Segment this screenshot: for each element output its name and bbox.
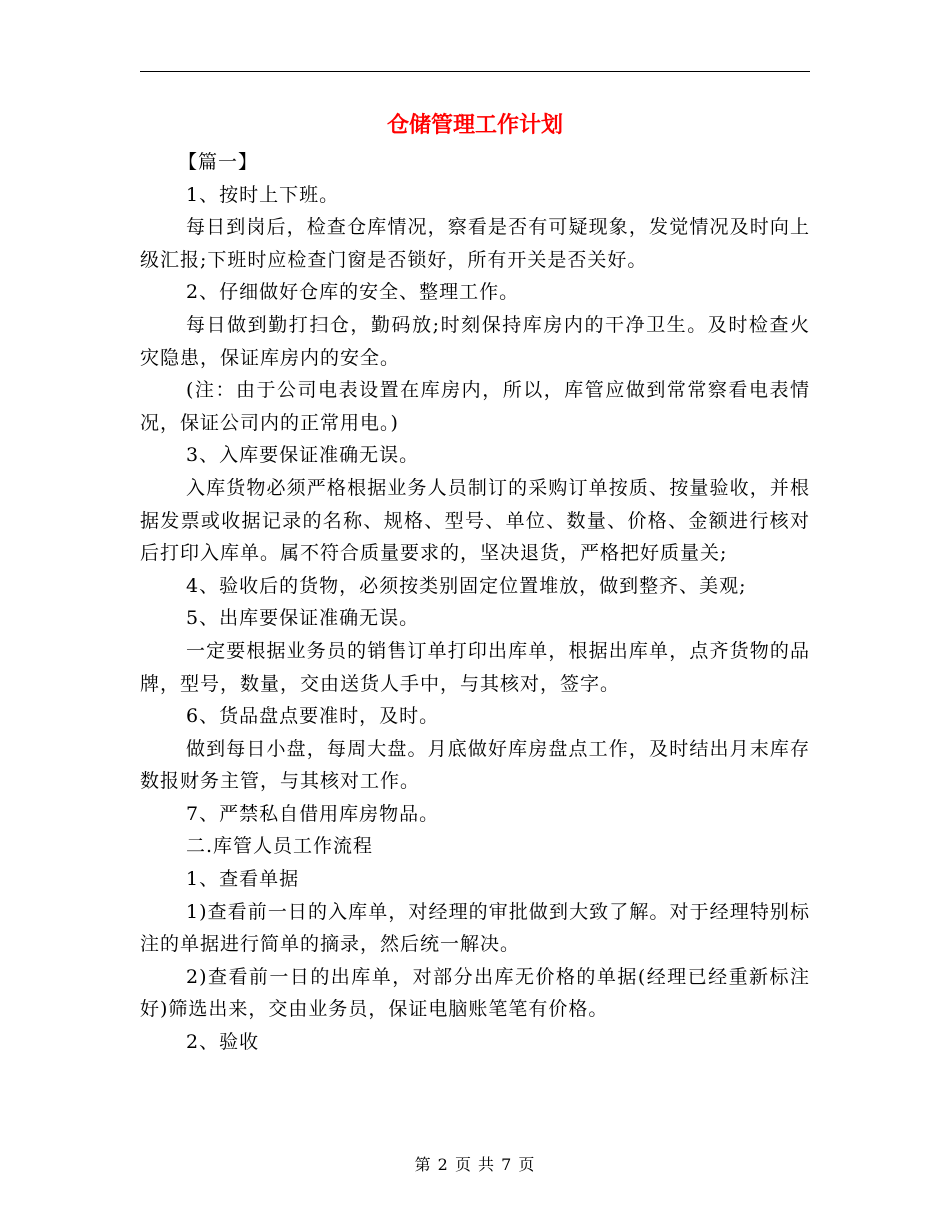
body-paragraph: 5、出库要保证准确无误。 — [186, 607, 420, 630]
page-number: 第 2 页 共 7 页 — [414, 1155, 536, 1174]
header-rule — [140, 71, 810, 72]
body-paragraph: 一定要根据业务员的销售订单打印出库单，根据出库单，点齐货物的品牌，型号，数量，交由送货人手中，与其核对，签字。 — [140, 639, 810, 695]
body-paragraph: 3、入库要保证准确无误。 — [186, 444, 420, 467]
body-paragraph: 1、按时上下班。 — [186, 183, 340, 206]
body-paragraph: 做到每日小盘，每周大盘。月底做好库房盘点工作，及时结出月末库存数报财务主管，与其核对工作。 — [140, 737, 810, 793]
body-paragraph: 每日到岗后，检查仓库情况，察看是否有可疑现象，发觉情况及时向上级汇报;下班时应检查门窗是否锁好，所有开关是否关好。 — [140, 216, 810, 271]
body-paragraph: 2)查看前一日的出库单，对部分出库无价格的单据(经理已经重新标注好)筛选出来，交由业务员，保证电脑账笔笔有价格。 — [140, 965, 810, 1021]
body-paragraph: (注：由于公司电表设置在库房内，所以，库管应做到常常察看电表情况，保证公司内的正常用电。) — [140, 379, 810, 434]
section-heading: 【篇一】 — [178, 151, 259, 173]
body-paragraph: 2、仔细做好仓库的安全、整理工作。 — [186, 281, 520, 304]
body-paragraph: 2、验收 — [186, 1031, 260, 1054]
body-paragraph: 7、严禁私自借用库房物品。 — [186, 802, 440, 825]
body-paragraph: 4、验收后的货物，必须按类别固定位置堆放，做到整齐、美观; — [186, 574, 747, 597]
document-body — [140, 146, 810, 1059]
body-paragraph: 每日做到勤打扫仓，勤码放;时刻保持库房内的干净卫生。及时检查火灾隐患，保证库房内的安全。 — [140, 313, 810, 369]
body-paragraph: 二.库管人员工作流程 — [186, 835, 374, 858]
body-paragraph: 6、货品盘点要准时，及时。 — [186, 705, 440, 728]
body-paragraph: 入库货物必须严格根据业务人员制订的采购订单按质、按量验收，并根据发票或收据记录的名称、规格、型号、单位、数量、价格、金额进行核对后打印入库单。属不符合质量要求的，坚决退货，严格把好质量关; — [140, 476, 810, 565]
body-paragraph: 1、查看单据 — [186, 868, 300, 891]
document-title: 仓储管理工作计划 — [386, 112, 563, 138]
body-paragraph: 1)查看前一日的入库单，对经理的审批做到大致了解。对于经理特别标注的单据进行简单的摘录，然后统一解决。 — [140, 900, 810, 956]
